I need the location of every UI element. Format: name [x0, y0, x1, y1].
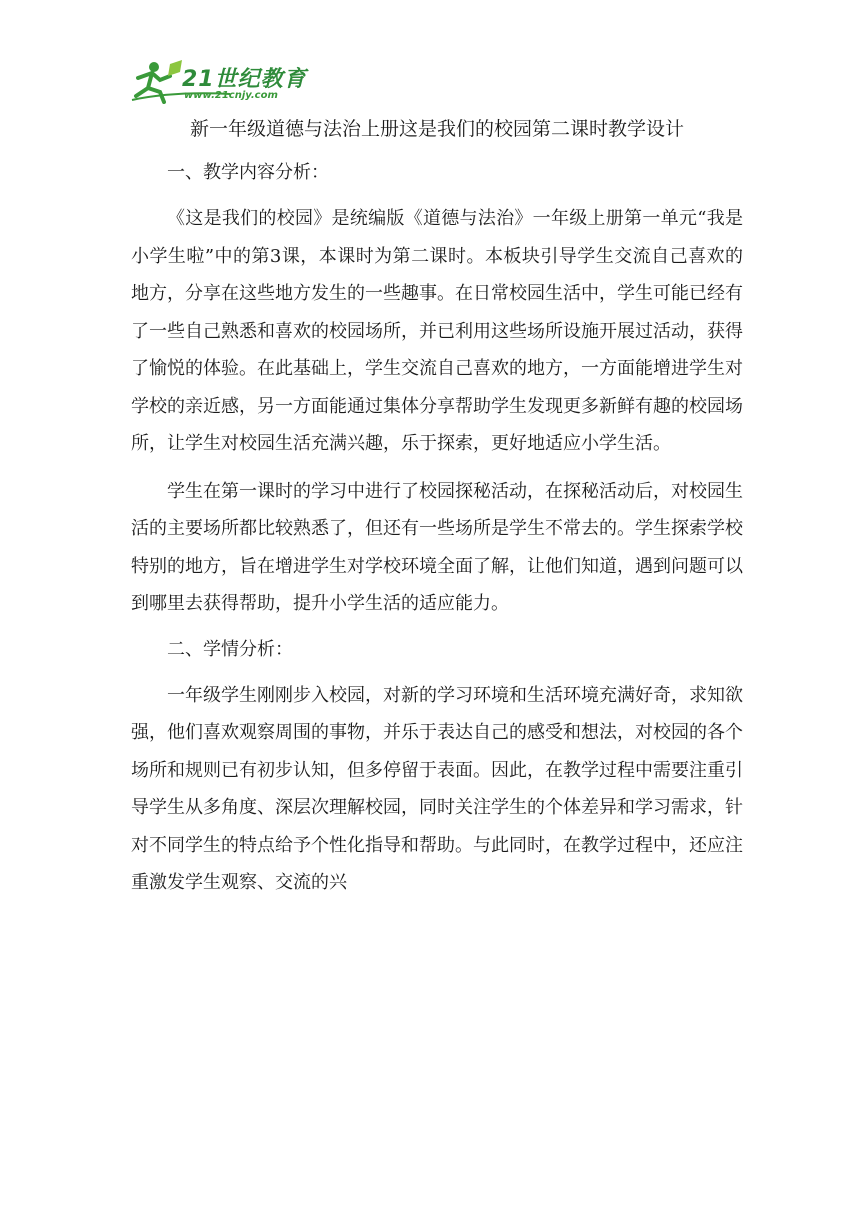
brand-logo-text: 21世纪教育: [182, 67, 307, 92]
paragraph: 学生在第一课时的学习中进行了校园探秘活动，在探秘活动后，对校园生活的主要场所都比较熟悉了，但还有一些场所是学生不常去的。学生探索学校特别的地方，旨在增进学生对学校环境全面了解，让他们知道，遇到问题可以到哪里去获得帮助，提升小学生活的适应能力。: [131, 480, 743, 614]
paragraph: 《这是我们的校园》是统编版《道德与法治》一年级上册第一单元“我是小学生啦”中的第3课，本课时为第二课时。本板块引导学生交流自己喜欢的地方，分享在这些地方发生的一些趣事。在日常校园生活中，学生可能已经有了一些自己熟悉和喜欢的校园场所，并已利用这些场所设施开展过活动，获得了愉悦的体验。在此基础上，学生交流自己喜欢的地方，一方面能增进学生对学校的亲近感，另一方面能通过集体分享帮助学生发现更多新鲜有趣的校园场所，让学生对校园生活充满兴趣，乐于探索，更好地适应小学生活。: [131, 208, 743, 454]
section-student-analysis: [131, 633, 743, 902]
section-heading: 一、教学内容分析：: [167, 162, 329, 183]
section-content-analysis: [131, 156, 743, 623]
paragraph: 一年级学生刚刚步入校园，对新的学习环境和生活环境充满好奇，求知欲强，他们喜欢观察周围的事物，并乐于表达自己的感受和想法，对校园的各个场所和规则已有初步认知，但多停留于表面。因此，在教学过程中需要注重引导学生从多角度、深层次理解校园，同时关注学生的个体差异和学习需求，针对不同学生的特点给予个性化指导和帮助。与此同时，在教学过程中，还应注重激发学生观察、交流的兴: [131, 684, 743, 893]
brand-logo-url: www.21cnjy.com: [184, 90, 278, 101]
brand-logo: [130, 58, 307, 104]
document-body: [131, 112, 743, 902]
section-heading: 二、学情分析：: [167, 638, 293, 660]
document-title: 新一年级道德与法治上册这是我们的校园第二课时教学设计: [189, 118, 684, 140]
